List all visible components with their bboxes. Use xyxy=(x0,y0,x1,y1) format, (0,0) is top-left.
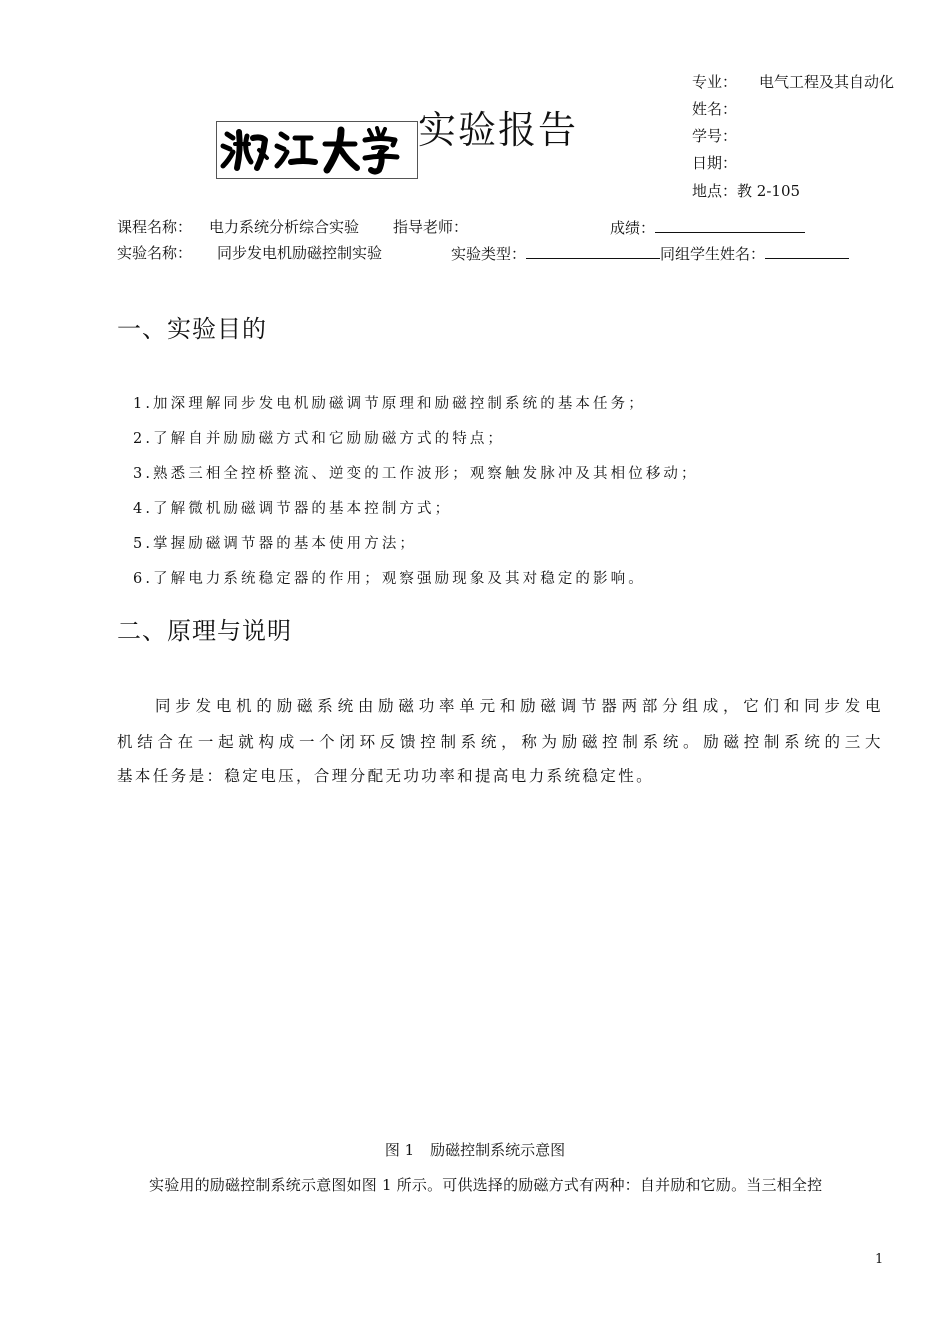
purpose-item: 5.掌握励磁调节器的基本使用方法； xyxy=(133,536,418,552)
grade-line xyxy=(610,218,805,237)
university-logo xyxy=(216,121,418,179)
location-line xyxy=(692,182,800,200)
principle-paragraph-line: 基本任务是：稳定电压，合理分配无功功率和提高电力系统稳定性。 xyxy=(117,767,655,785)
partner-label: 同组学生姓名： xyxy=(660,245,766,263)
figure-caption xyxy=(0,1141,950,1159)
report-title: 实验报告 xyxy=(418,108,579,152)
course-name-value: 电力系统分析综合实验 xyxy=(209,218,360,236)
name-line xyxy=(692,100,737,118)
major-line xyxy=(692,73,894,91)
experiment-type-line xyxy=(451,244,849,263)
experiment-name-value: 同步发电机励磁控制实验 xyxy=(217,244,383,262)
location-value: 教 2-105 xyxy=(737,182,801,200)
principle-paragraph-line: 机结合在一起就构成一个闭环反馈控制系统，称为励磁控制系统。励磁控制系统的三大 xyxy=(117,733,882,751)
university-logo-calligraphy xyxy=(217,122,417,178)
section-heading-purpose: 一、实验目的 xyxy=(117,315,267,343)
major-label: 专业： xyxy=(692,73,738,91)
figure-number: 图 1 xyxy=(384,1141,415,1159)
section-heading-principle: 二、原理与说明 xyxy=(117,617,292,645)
course-name-label: 课程名称： xyxy=(117,218,193,236)
name-label: 姓名： xyxy=(692,100,738,118)
advisor-label: 指导老师： xyxy=(393,218,469,236)
location-label: 地点： xyxy=(692,182,738,200)
experiment-type-blank xyxy=(526,244,660,259)
figure-title: 励磁控制系统示意图 xyxy=(430,1141,566,1159)
partner-blank xyxy=(765,244,849,259)
purpose-item: 2.了解自并励励磁方式和它励励磁方式的特点； xyxy=(133,431,506,447)
date-line xyxy=(692,154,737,172)
date-label: 日期： xyxy=(692,154,738,172)
student-id-label: 学号： xyxy=(692,127,738,145)
closing-text-line: 实验用的励磁控制系统示意图如图 1 所示。可供选择的励磁方式有两种：自并励和它励。当三相全控 xyxy=(149,1176,823,1194)
principle-paragraph-line: 同步发电机的励磁系统由励磁功率单元和励磁调节器两部分组成，它们和同步发电 xyxy=(155,697,882,715)
page-number: 1 xyxy=(875,1252,884,1267)
purpose-item: 6.了解电力系统稳定器的作用；观察强励现象及其对稳定的影响。 xyxy=(133,571,646,587)
grade-label: 成绩： xyxy=(610,219,656,237)
grade-blank xyxy=(655,218,805,233)
purpose-item: 1.加深理解同步发电机励磁调节原理和励磁控制系统的基本任务； xyxy=(133,396,646,412)
experiment-name-label: 实验名称： xyxy=(117,244,193,262)
purpose-item: 4.了解微机励磁调节器的基本控制方式； xyxy=(133,501,453,517)
experiment-type-label: 实验类型： xyxy=(451,245,527,263)
student-id-line xyxy=(692,127,737,145)
purpose-item: 3.熟悉三相全控桥整流、逆变的工作波形；观察触发脉冲及其相位移动； xyxy=(133,466,699,482)
major-value: 电气工程及其自动化 xyxy=(759,73,895,91)
